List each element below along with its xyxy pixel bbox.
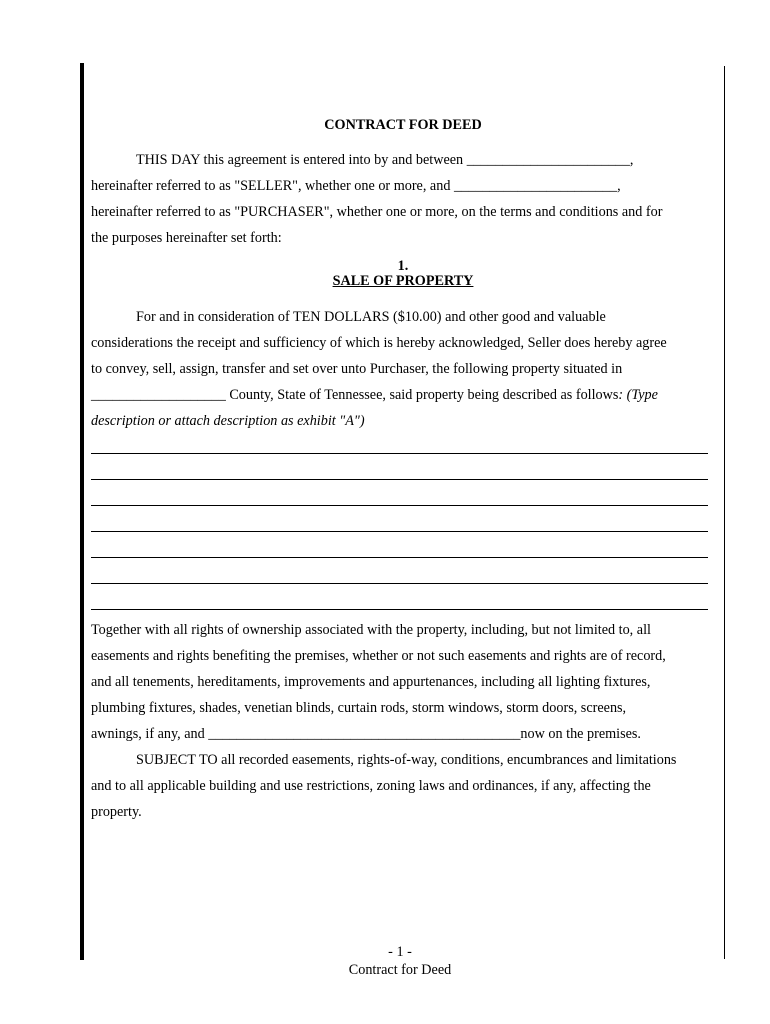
- section-heading: SALE OF PROPERTY: [332, 273, 474, 289]
- intro-line-2: hereinafter referred to as "SELLER", whether one or more, and _______________________,: [91, 178, 621, 194]
- description-blank-line: [91, 609, 708, 610]
- document-title: CONTRACT FOR DEED: [324, 117, 482, 133]
- page-number: - 1 -: [388, 944, 412, 960]
- para2-line-5: awnings, if any, and ____________________________________________now on the premises.: [91, 726, 641, 742]
- description-blank-line: [91, 453, 708, 454]
- para1-line-4-text: ___________________ County, State of Tennessee, said property being described as follows: [91, 387, 619, 403]
- footer-label: Contract for Deed: [348, 962, 452, 978]
- description-blank-line: [91, 531, 708, 532]
- para1-line-1: For and in consideration of TEN DOLLARS ($10.00) and other good and valuable: [136, 309, 606, 325]
- para1-line-4: [91, 386, 658, 404]
- para2-line-1: Together with all rights of ownership associated with the property, including, but not limited to, all: [91, 622, 651, 638]
- section-number: 1.: [397, 258, 409, 274]
- para1-line-4-italic: : (Type: [618, 387, 658, 403]
- intro-line-1: THIS DAY this agreement is entered into by and between _______________________,: [136, 152, 634, 168]
- para2-line-3: and all tenements, hereditaments, improvements and appurtenances, including all lighting fixtures,: [91, 674, 651, 690]
- para2-line-4: plumbing fixtures, shades, venetian blinds, curtain rods, storm windows, storm doors, screens,: [91, 700, 627, 716]
- para1-line-2: considerations the receipt and sufficiency of which is hereby acknowledged, Seller does hereby agree: [91, 335, 667, 351]
- right-margin-rule: [724, 66, 725, 959]
- description-blank-line: [91, 557, 708, 558]
- para1-line-5: description or attach description as exhibit "A"): [91, 413, 365, 429]
- para3-line-3: property.: [91, 804, 142, 820]
- intro-line-4: the purposes hereinafter set forth:: [91, 230, 282, 246]
- description-blank-line: [91, 479, 708, 480]
- para2-line-2: easements and rights benefiting the premises, whether or not such easements and rights are of record,: [91, 648, 666, 664]
- para1-line-3: to convey, sell, assign, transfer and set over unto Purchaser, the following property situated in: [91, 361, 623, 377]
- para3-line-2: and to all applicable building and use restrictions, zoning laws and ordinances, if any, affecting the: [91, 778, 651, 794]
- description-blank-line: [91, 505, 708, 506]
- description-blank-line: [91, 583, 708, 584]
- left-margin-bar: [80, 63, 84, 960]
- para3-line-1: SUBJECT TO all recorded easements, rights-of-way, conditions, encumbrances and limitations: [136, 752, 677, 768]
- intro-line-3: hereinafter referred to as "PURCHASER", whether one or more, on the terms and conditions and for: [91, 204, 663, 220]
